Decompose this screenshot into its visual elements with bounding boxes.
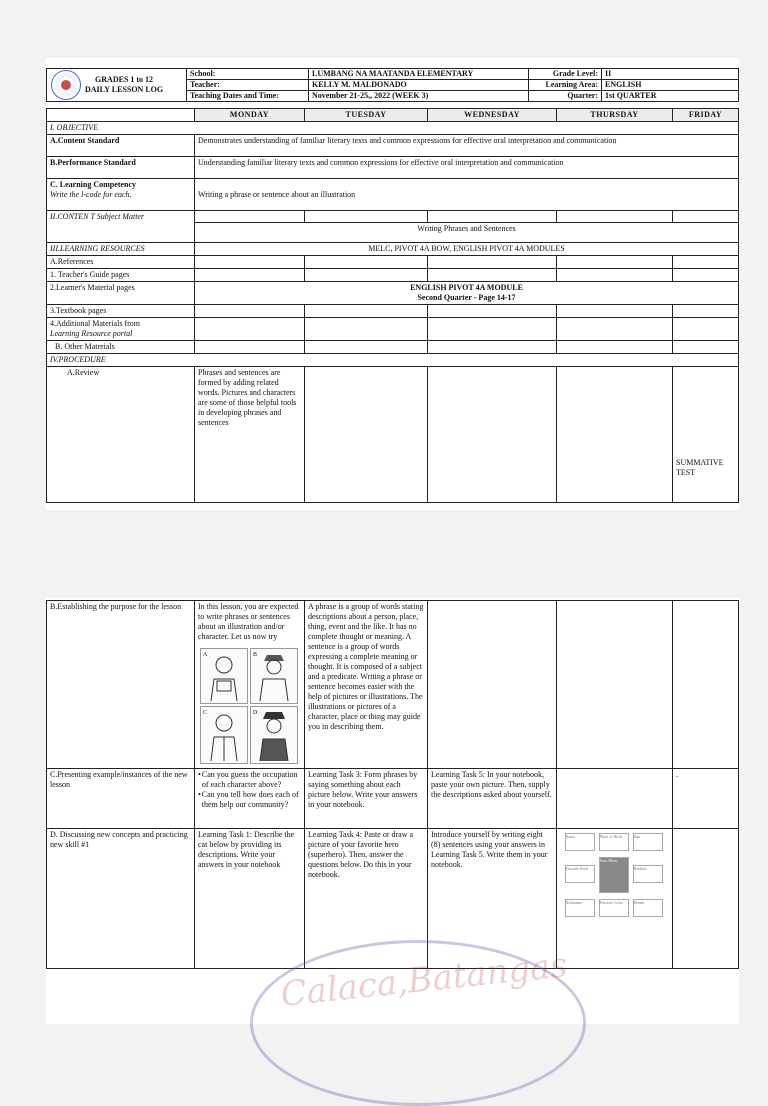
figure-c [200, 706, 248, 764]
content-label: II.CONTEN T Subject Matter [47, 211, 195, 243]
presenting-wednesday: Learning Task 5: In your notebook, paste your own picture. Then, supply the descriptions asked about yourself. [428, 769, 557, 829]
additional-line1: 4.Additional Materials from [50, 319, 140, 328]
competency-cell [47, 179, 195, 211]
person-icon [251, 707, 297, 763]
lm-pages-cell [195, 282, 739, 305]
competency-sub: Write the l-code for each. [50, 190, 132, 199]
day-thursday: THURSDAY [557, 109, 673, 122]
discussing-label: D. Discussing new concepts and practicing new skill #1 [47, 829, 195, 969]
purpose-label: B.Establishing the purpose for the lesson [47, 601, 195, 769]
figure-d [250, 706, 298, 764]
review-monday: Phrases and sentences are formed by adding related words. Pictures and characters are some of those helpful tools in developing phrases and sentences [195, 367, 305, 503]
discussing-monday: Learning Task 1: Describe the cat below by providing its descriptions. Write your answers in your notebook [195, 829, 305, 969]
area-value: ENGLISH [602, 80, 739, 91]
header-title-cell [47, 69, 187, 102]
quarter-label: Quarter: [529, 91, 602, 102]
lm-value-2: Second Quarter - Page 14-17 [417, 293, 516, 302]
bullet-icon: • [198, 790, 201, 799]
teacher-label: Teacher: [187, 80, 309, 91]
person-icon [201, 649, 247, 703]
purpose-monday-cell [195, 601, 305, 769]
presenting-label: C.Presenting example/instances of the new lesson [47, 769, 195, 829]
presenting-tuesday: Learning Task 3: Form phrases by saying something about each picture below. Write your answers in your notebook. [305, 769, 428, 829]
figure-d-label: D [253, 710, 258, 716]
deped-seal-icon [51, 70, 81, 100]
nb-food: Favorite Food [565, 865, 595, 883]
person-icon [201, 707, 247, 763]
day-monday: MONDAY [195, 109, 305, 122]
day-wednesday: WEDNESDAY [428, 109, 557, 122]
header-table [46, 68, 739, 102]
nb-color: Favorite Color [599, 899, 629, 917]
notebook-diagram [565, 833, 665, 928]
review-friday: SUMMATIVE TEST [673, 367, 739, 503]
dates-label: Teaching Dates and Time: [187, 91, 309, 102]
purpose-monday: In this lesson, you are expected to write phrases or sentences about an illustration and/or character. Let us now try [198, 602, 299, 641]
figure-c-label: C [203, 710, 208, 716]
title-line2: DAILY LESSON LOG [85, 85, 164, 94]
nb-dream: Dream [633, 899, 663, 917]
nb-hobbies: Hobbies [633, 865, 663, 883]
procedure-heading: IV.PROCEDURE [47, 354, 739, 367]
nb-age: Age [633, 833, 663, 851]
watermark-text: Calaca,Batangas [278, 945, 570, 1015]
grade-value: II [602, 69, 739, 80]
discussing-wednesday: Introduce yourself by writing eight (8) sentences using your answers in Learning Task 5. Write them in your notebook. [428, 829, 557, 969]
review-label: A.Review [47, 367, 195, 503]
textbook-label: 3.Textbook pages [47, 305, 195, 318]
school-label: School: [187, 69, 309, 80]
lm-value-1: ENGLISH PIVOT 4A MODULE [410, 283, 523, 292]
page-1 [46, 58, 739, 510]
references-label: A.References [47, 256, 195, 269]
nb-name: Name [565, 833, 595, 851]
additional-line2: Learning Resource portal [50, 329, 133, 338]
presenting-monday-item2 [198, 790, 301, 810]
tg-pages-label: 1. Teacher's Guide pages [47, 269, 195, 282]
grade-label: Grade Level: [529, 69, 602, 80]
performance-standard-value: Understanding familiar literary texts and common expressions for effective oral interpretation and communication [195, 157, 739, 179]
area-label: Learning Area: [529, 80, 602, 91]
dll-table-2 [46, 600, 739, 969]
resources-label: III.LEARNING RESOURCES [47, 243, 195, 256]
objective-heading: I. OBJECTIVE [47, 122, 739, 135]
content-standard-label: A.Content Standard [47, 135, 195, 157]
competency-label: C. Learning Competency [50, 180, 136, 189]
title-line1: GRADES 1 to 12 [95, 75, 154, 84]
occupation-figures [198, 646, 298, 764]
purpose-tuesday: A phrase is a group of words stating descriptions about a person, place, thing, event and the like. It has no complete thought or meaning. A sentence is a group of words expressing a complete meaning or thought. It is composed of a subject and a predicate. Writing a phrase or sentence becomes easier with the help of pictures or illustrations. The illustrations or pictures of a character, place or thing may guide you in describing them. [305, 601, 428, 769]
nb-photo: Your Photo [599, 857, 629, 893]
other-materials-label: B. Other Materials [47, 341, 195, 354]
dll-table-1 [46, 108, 739, 503]
presenting-monday-q2: Can you tell how does each of them help our community? [201, 790, 299, 809]
figure-b-label: B [253, 652, 258, 658]
content-standard-value: Demonstrates understanding of familiar literary texts and common expressions for effective oral interpretation and communication [195, 135, 739, 157]
additional-cell [47, 318, 195, 341]
figure-a-label: A [203, 652, 208, 658]
resources-value: MELC, PIVOT 4A BOW, ENGLISH PIVOT 4A MODULES [195, 243, 739, 256]
presenting-monday-item1 [198, 770, 301, 790]
performance-standard-label: B.Performance Standard [47, 157, 195, 179]
presenting-monday-q1: Can you guess the occupation of each character above? [201, 770, 298, 789]
nb-nickname: Nickname [565, 899, 595, 917]
figure-a [200, 648, 248, 704]
lm-pages-label: 2.Learner's Material pages [47, 282, 195, 305]
content-value: Writing Phrases and Sentences [195, 223, 739, 243]
presenting-monday-cell [195, 769, 305, 829]
discussing-thursday-cell [557, 829, 673, 969]
teacher-value: KELLY M. MALDONADO [309, 80, 529, 91]
day-tuesday: TUESDAY [305, 109, 428, 122]
person-icon [251, 649, 297, 703]
bullet-icon: • [198, 770, 201, 779]
discussing-tuesday: Learning Task 4: Paste or draw a picture of your favorite hero (superhero). Then, answer the questions below. Do this in your notebook. [305, 829, 428, 969]
dates-value: November 21-25,, 2022 (WEEK 3) [309, 91, 529, 102]
nb-birthplace: Place of Birth [599, 833, 629, 851]
day-friday: FRIDAY [673, 109, 739, 122]
competency-value: Writing a phrase or sentence about an illustration [195, 179, 739, 211]
school-value: LUMBANG NA MAATANDA ELEMENTARY [309, 69, 529, 80]
figure-b [250, 648, 298, 704]
quarter-value: 1st QUARTER [602, 91, 739, 102]
presenting-friday: . [673, 769, 739, 829]
